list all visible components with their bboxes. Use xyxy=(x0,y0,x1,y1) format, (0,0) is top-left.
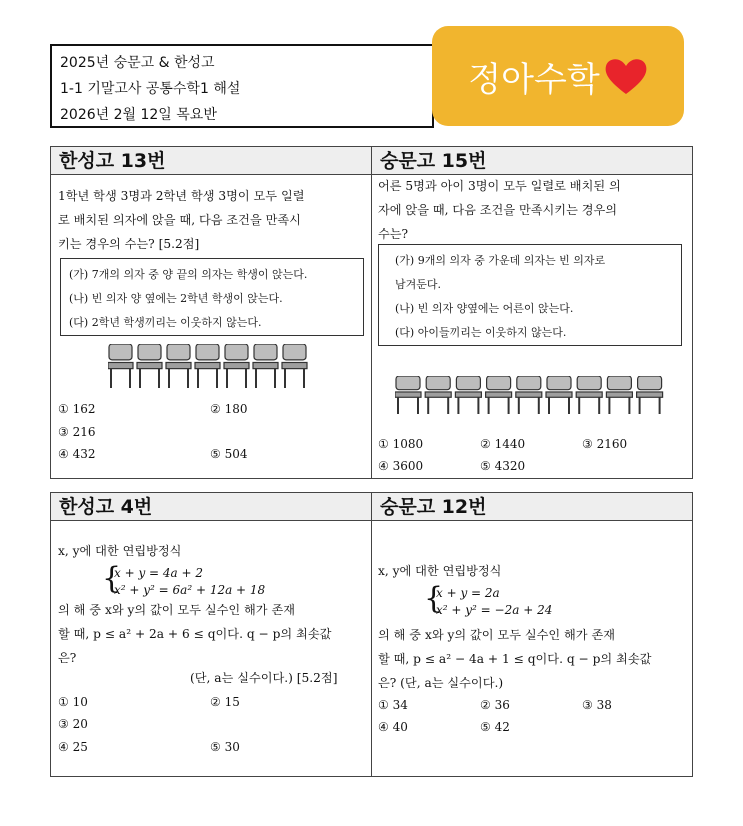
choice: ② 180 xyxy=(210,402,248,416)
problem-3-stem-line: 할 때, p ≤ a² + 2a + 6 ≤ q이다. q − p의 최솟값 xyxy=(58,627,332,641)
equation-2: x² + y² = 6a² + 12a + 18 xyxy=(114,583,266,597)
equation-1: x + y = 2a xyxy=(436,586,500,600)
problem-1-stem xyxy=(58,184,368,256)
header-line-1: 2025년 숭문고 & 한성고 xyxy=(60,55,215,71)
grid-center-1 xyxy=(371,146,372,479)
chair-icon xyxy=(224,344,249,388)
problem-4-title: 숭문고 12번 xyxy=(372,493,692,521)
grid-right-2 xyxy=(692,492,693,777)
choice: ② 1440 xyxy=(480,437,526,451)
problem-3-stem-line: 의 해 중 x와 y의 값이 모두 실수인 해가 존재 xyxy=(58,603,295,617)
problem-4-stem-line: 할 때, p ≤ a² − 4a + 1 ≤ q이다. q − p의 최솟값 xyxy=(378,652,652,666)
problem-3-title: 한성고 4번 xyxy=(51,493,371,521)
choice: ① 1080 xyxy=(378,437,424,451)
chair-icon xyxy=(282,344,307,388)
condition-item: (다) 아이들끼리는 이웃하지 않는다. xyxy=(395,326,567,339)
header-line-2: 1-1 기말고사 공통수학1 해설 xyxy=(60,81,241,97)
chair-icon xyxy=(486,376,512,414)
equation-brace: { xyxy=(424,581,444,616)
problem-2-stem-line: 자에 앉을 때, 다음 조건을 만족시키는 경우의 xyxy=(378,203,618,217)
condition-item: 남겨둔다. xyxy=(395,278,442,291)
problem-2-title: 숭문고 15번 xyxy=(372,147,692,175)
condition-item: (가) 9개의 의자 중 가운데 의자는 빈 의자로 xyxy=(395,254,606,267)
chair-icon xyxy=(395,376,421,414)
grid-left-1 xyxy=(50,146,51,479)
problem-1-stem-line: 로 배치된 의자에 앉을 때, 다음 조건을 만족시 xyxy=(58,213,301,227)
choice: ① 10 xyxy=(58,695,88,709)
choice: ④ 432 xyxy=(58,447,96,461)
problem-2-stem xyxy=(378,174,688,246)
condition-item: (다) 2학년 학생끼리는 이웃하지 않는다. xyxy=(69,316,262,329)
problem-1-title: 한성고 13번 xyxy=(51,147,371,175)
chair-icon xyxy=(253,344,278,388)
equation-brace: { xyxy=(102,561,122,596)
problem-2-stem-line: 어른 5명과 아이 3명이 모두 일렬로 배치된 의 xyxy=(378,179,621,193)
choice: ① 162 xyxy=(58,402,96,416)
choice: ② 36 xyxy=(480,698,510,712)
chair-icon xyxy=(166,344,191,388)
header-box xyxy=(50,44,434,128)
header-line-3: 2026년 2월 12일 목요반 xyxy=(60,107,217,123)
equation-1: x + y = 4a + 2 xyxy=(114,566,204,580)
chair-icon xyxy=(606,376,632,414)
choice: ③ 216 xyxy=(58,425,96,439)
problem-3-stem-line: 은? xyxy=(58,651,77,665)
chair-icon xyxy=(108,344,133,388)
problem-2-conditions xyxy=(378,244,682,346)
problem-1-stem-line: 1학년 학생 3명과 2학년 학생 3명이 모두 일렬 xyxy=(58,189,305,203)
problem-4-stem-line: 의 해 중 x와 y의 값이 모두 실수인 해가 존재 xyxy=(378,628,615,642)
chair-row xyxy=(108,344,314,388)
choice: ⑤ 4320 xyxy=(480,459,526,473)
choice: ⑤ 504 xyxy=(210,447,248,461)
heart-icon xyxy=(604,56,648,96)
chair-icon xyxy=(516,376,542,414)
chair-icon xyxy=(546,376,572,414)
choice: ③ 38 xyxy=(582,698,612,712)
problem-1-conditions xyxy=(60,258,364,336)
grid-right-1 xyxy=(692,146,693,479)
problem-3-stem xyxy=(58,598,368,670)
problem-4-stem-line: 은? (단, a는 실수이다.) xyxy=(378,676,504,690)
choice: ③ 20 xyxy=(58,717,88,731)
choice: ⑤ 42 xyxy=(480,720,510,734)
condition-item: (가) 7개의 의자 중 양 끝의 의자는 학생이 앉는다. xyxy=(69,268,308,281)
chair-icon xyxy=(195,344,220,388)
problem-3-intro: x, y에 대한 연립방정식 xyxy=(58,544,182,558)
chair-icon xyxy=(576,376,602,414)
choice: ④ 25 xyxy=(58,740,88,754)
choice: ① 34 xyxy=(378,698,408,712)
condition-item: (나) 빈 의자 양 옆에는 2학년 학생이 앉는다. xyxy=(69,292,283,305)
condition-item: (나) 빈 의자 양옆에는 어른이 앉는다. xyxy=(395,302,574,315)
problem-3-note: (단, a는 실수이다.) [5.2점] xyxy=(190,671,338,685)
grid-left-2 xyxy=(50,492,51,777)
equation-2: x² + y² = −2a + 24 xyxy=(436,603,553,617)
problem-2-stem-line: 수는? xyxy=(378,227,409,241)
chair-row xyxy=(395,376,671,414)
problem-4-intro: x, y에 대한 연립방정식 xyxy=(378,564,502,578)
grid-center-2 xyxy=(371,492,372,777)
chair-icon xyxy=(455,376,481,414)
choice: ③ 2160 xyxy=(582,437,628,451)
problem-1-stem-line: 키는 경우의 수는? [5.2점] xyxy=(58,237,200,251)
chair-icon xyxy=(137,344,162,388)
brand-badge xyxy=(432,26,684,126)
choice: ④ 40 xyxy=(378,720,408,734)
chair-icon xyxy=(425,376,451,414)
choice: ⑤ 30 xyxy=(210,740,240,754)
choice: ④ 3600 xyxy=(378,459,424,473)
choice: ② 15 xyxy=(210,695,240,709)
brand-label: 정아수학 xyxy=(468,59,600,100)
problem-4-stem xyxy=(378,623,688,695)
chair-icon xyxy=(637,376,663,414)
